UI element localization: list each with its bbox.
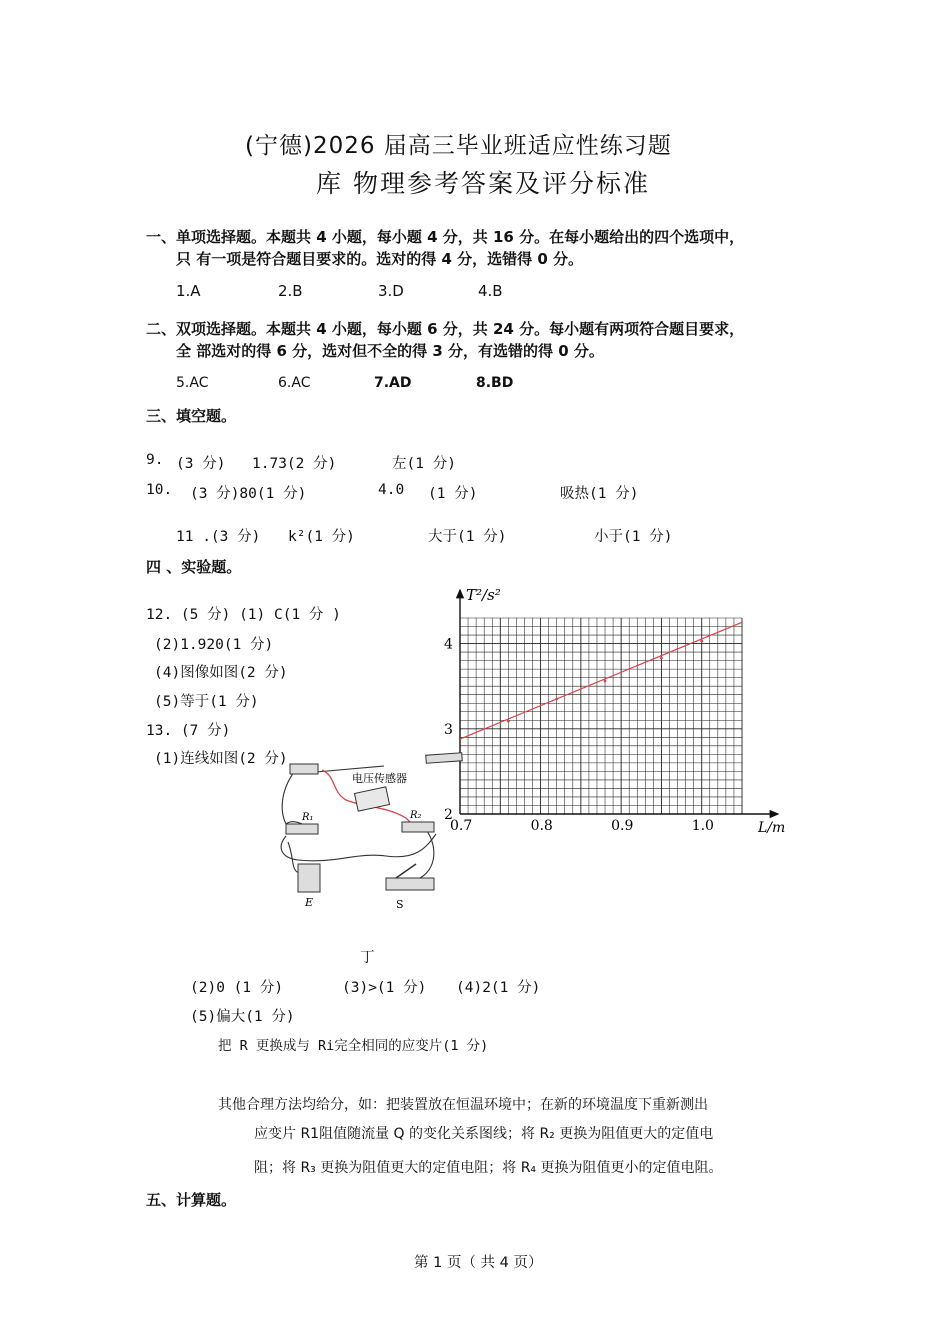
q13-part5: (5)偏大(1 分) [190,1009,295,1025]
q12-part5: (5)等于(1 分) [154,694,259,710]
q9-score: (3 分) [176,456,226,472]
x-tick-label: 0.9 [611,818,634,834]
y-tick-label: 3 [444,721,453,738]
answer-6: 6.AC [278,375,311,391]
q13-part1: (1)连线如图(2 分) [154,751,288,767]
sec1-heading-line2: 只 有一项是符合题目要求的。选对的得 4 分，选错得 0 分。 [176,250,583,268]
sec3-heading: 三、填空题。 [146,407,237,425]
other-methods-line3: 阻；将 R₃ 更换为阻值更大的定值电阻；将 R₄ 更换为阻值更小的定值电阻。 [254,1160,723,1176]
resistor-r1-box [286,764,318,834]
x-tick-label: 1.0 [691,818,714,834]
q12-part2: (2)1.920(1 分) [154,637,274,653]
q11-number: 11 .(3 分) [176,529,261,545]
answer-1: 1.A [176,282,201,300]
resistor-r2-box [402,822,434,832]
data-point [555,698,558,701]
answer-5: 5.AC [176,375,209,391]
q11-answer2: 大于(1 分) [428,529,507,545]
other-methods-line1: 其他合理方法均给分，如：把装置放在恒温环境中；在新的环境温度下重新测出 [218,1097,708,1113]
q10-answer1: (3 分)80(1 分) [190,486,307,502]
switch-box [386,878,434,890]
answer-4: 4.B [478,282,503,300]
answer-2: 2.B [278,282,303,300]
q13-part3: (3)>(1 分) [342,980,427,996]
circuit-diagram [276,752,476,912]
x-tick-label: 0.8 [530,818,553,834]
q10-answer2-score: (1 分) [428,486,478,502]
q13-method: 把 R 更换成与 Ri完全相同的应变片(1 分) [218,1038,489,1054]
q13-part2: (2)0 (1 分) [190,980,284,996]
data-point [660,657,663,660]
x-axis-label: L/m [758,820,786,836]
figure-caption: 丁 [360,950,375,966]
q10-answer2-value: 4.0 [378,482,405,498]
other-methods-line2: 应变片 R1阻值随流量 Q 的变化关系图线；将 R₂ 更换为阻值更大的定值电 [254,1126,714,1142]
page-footer: 第 1 页（ 共 4 页） [414,1255,543,1271]
r1-label: R₁ [302,812,314,823]
sec5-heading: 五、计算题。 [146,1191,237,1209]
q13-line: 13. (7 分) [146,723,231,739]
q11-answer1: k²(1 分) [288,529,355,545]
q11-answer3: 小于(1 分) [594,529,673,545]
y-tick-label: 2 [444,807,453,823]
sensor-label: 电压传感器 [352,772,407,785]
r2-label: R₂ [410,810,422,821]
voltage-sensor-box [354,787,389,811]
sec2-heading-line2: 全 部选对的得 6 分，选对但不全的得 3 分，有选错的得 0 分。 [176,342,604,360]
q13-part4: (4)2(1 分) [456,980,541,996]
chart-grid [460,618,742,814]
answer-8: 8.BD [476,375,514,391]
answer-7: 7.AD [374,375,412,391]
y-tick-label: 4 [444,636,453,653]
q10-answer3: 吸热(1 分) [560,486,639,502]
y-axis-label: T²/s² [466,586,501,604]
data-point [700,640,703,643]
sec1-heading-line1: 一、单项选择题。本题共 4 小题，每小题 4 分，共 16 分。在每小题给出的四个选项中， [146,228,745,246]
e-label: E [305,896,314,909]
data-point [507,720,510,723]
q10-number: 10. [146,482,173,498]
fit-line [460,622,742,739]
graph-t2-vs-l [430,580,790,840]
sec4-heading: 四 、实验题。 [146,558,242,576]
answer-3: 3.D [378,282,404,300]
q9-number: 9. [146,452,164,468]
sec2-heading-line1: 二、双项选择题。本题共 4 小题，每小题 6 分，共 24 分。每小题有两项符合题目要求， [146,320,745,338]
q12-line: 12. (5 分) (1) C(1 分 ) [146,607,341,623]
title-line2: 库 物理参考答案及评分标准 [316,169,650,198]
q12-part4: (4)图像如图(2 分) [154,665,288,681]
q9-answer1: 1.73(2 分) [252,456,337,472]
data-point [604,680,607,683]
x-tick-label: 0.7 [450,818,473,834]
title-line1: (宁德)2026 届高三毕业班适应性练习题 [245,133,672,159]
q9-answer2: 左(1 分) [392,456,456,472]
battery-box [298,864,320,892]
s-label: S [396,898,404,911]
